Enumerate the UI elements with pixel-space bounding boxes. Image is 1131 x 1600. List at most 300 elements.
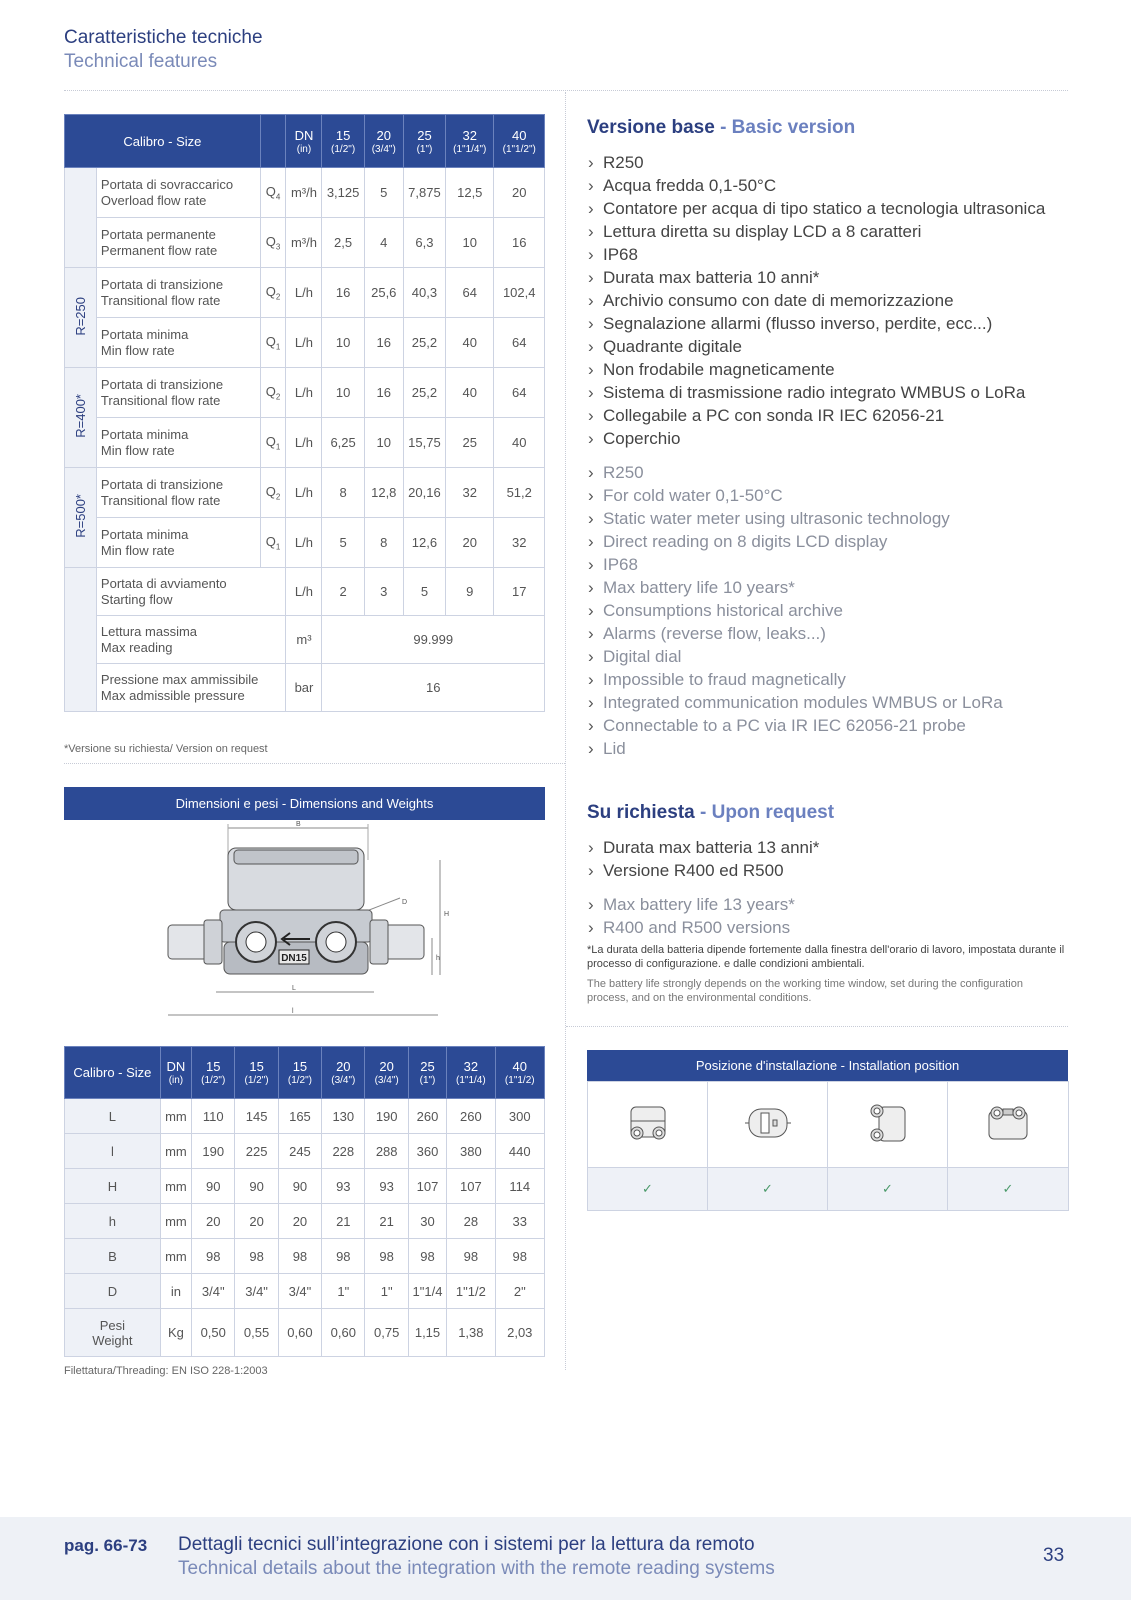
meter-drawing bbox=[64, 820, 545, 1047]
row-unit: m³/h bbox=[286, 168, 322, 218]
row-label bbox=[96, 468, 260, 518]
list-item: › R250 bbox=[587, 151, 1067, 174]
dims-row-value: 1,38 bbox=[447, 1309, 495, 1357]
dims-row-value: 98 bbox=[495, 1239, 544, 1274]
dims-row-value: 0,60 bbox=[322, 1309, 365, 1357]
row-label-en: Overload flow rate bbox=[100, 192, 207, 208]
row-label-it: Portata di avviamento bbox=[100, 575, 227, 591]
row-label-en: Starting flow bbox=[100, 591, 173, 607]
check-icon: ✓ bbox=[828, 1168, 948, 1211]
row-value: 9 bbox=[446, 568, 494, 616]
dims-row-value: 260 bbox=[408, 1099, 446, 1134]
row-label-en: Max reading bbox=[100, 639, 173, 655]
dims-row-value: 288 bbox=[365, 1134, 408, 1169]
row-value: 6,25 bbox=[322, 418, 364, 468]
row-value: 17 bbox=[494, 568, 545, 616]
row-value: 25,2 bbox=[403, 318, 445, 368]
row-label bbox=[96, 568, 286, 616]
dims-size-inch: (1"1/4) bbox=[456, 1075, 486, 1086]
dims-row-value: 110 bbox=[192, 1099, 235, 1134]
row-label-en: Transitional flow rate bbox=[100, 492, 221, 508]
dims-size-header bbox=[365, 1047, 408, 1099]
dims-row-label-text: l bbox=[110, 1143, 114, 1159]
size-dn: 40 bbox=[512, 127, 527, 143]
table-row bbox=[65, 368, 545, 418]
list-item: › Versione R400 ed R500 bbox=[587, 859, 1067, 882]
dims-size-inch: (3/4") bbox=[331, 1075, 356, 1086]
table-row bbox=[65, 1239, 545, 1274]
size-inch: (1"1/2") bbox=[502, 143, 536, 155]
dims-row-unit: mm bbox=[160, 1239, 191, 1274]
dn-label: DN bbox=[294, 127, 314, 143]
row-label-en: Transitional flow rate bbox=[100, 292, 221, 308]
dims-row-label-text: D bbox=[107, 1283, 118, 1299]
r-group-label bbox=[65, 268, 97, 368]
row-label-it: Portata minima bbox=[100, 326, 189, 342]
symbol-index: 2 bbox=[275, 392, 281, 402]
row-symbol bbox=[260, 218, 286, 268]
drawing-label-l-upper: L bbox=[292, 985, 296, 992]
group-blank bbox=[65, 568, 97, 712]
row-symbol bbox=[260, 268, 286, 318]
dims-row-value: 2" bbox=[495, 1274, 544, 1309]
dims-row-value: 28 bbox=[447, 1204, 495, 1239]
dn-unit: (in) bbox=[296, 143, 312, 155]
page-header bbox=[64, 27, 263, 73]
dims-size-header bbox=[408, 1047, 446, 1099]
dims-row-label bbox=[65, 1274, 161, 1309]
dims-size-header bbox=[235, 1047, 278, 1099]
table-row bbox=[65, 1274, 545, 1309]
battery-note-en: The battery life strongly depends on the working time window, set during the configuration process, and on the environmental conditions. bbox=[587, 978, 1023, 1004]
row-value: 2,5 bbox=[322, 218, 364, 268]
size-inch: (1/2") bbox=[331, 143, 356, 155]
row-unit: bar bbox=[286, 664, 322, 712]
dims-row-value: 1"1/4 bbox=[408, 1274, 446, 1309]
row-merged-value: 16 bbox=[322, 664, 545, 712]
row-label bbox=[96, 664, 286, 712]
drawing-label-d: D bbox=[402, 899, 408, 906]
r-group-label bbox=[65, 368, 97, 468]
row-value: 16 bbox=[494, 218, 545, 268]
dims-size-dn: 20 bbox=[379, 1059, 394, 1074]
r-group-text: R=400* bbox=[72, 394, 88, 438]
symbol-index: 2 bbox=[275, 492, 281, 502]
list-item: › For cold water 0,1-50°C bbox=[587, 484, 1067, 507]
size-inch: (1") bbox=[416, 143, 433, 155]
dims-size-header bbox=[322, 1047, 365, 1099]
row-label-it: Portata di transizione bbox=[100, 376, 224, 392]
row-unit: L/h bbox=[286, 518, 322, 568]
dims-row-value: 260 bbox=[447, 1099, 495, 1134]
table-row bbox=[65, 664, 545, 712]
size-header bbox=[446, 115, 494, 168]
row-label-en: Min flow rate bbox=[100, 342, 175, 358]
dims-size-dn: 25 bbox=[420, 1059, 435, 1074]
row-symbol bbox=[260, 168, 286, 218]
size-header bbox=[494, 115, 545, 168]
footer-text-it: Dettagli tecnici sull’integrazione con i sistemi per la lettura da remoto bbox=[178, 1534, 755, 1555]
row-value: 12,5 bbox=[446, 168, 494, 218]
size-header bbox=[364, 115, 403, 168]
dims-size-header bbox=[495, 1047, 544, 1099]
dims-size-header bbox=[447, 1047, 495, 1099]
dims-row-value: 0,50 bbox=[192, 1309, 235, 1357]
row-label bbox=[96, 616, 286, 664]
dims-size-dn: 20 bbox=[336, 1059, 351, 1074]
list-item: › Quadrante digitale bbox=[587, 335, 1067, 358]
row-label-it: Portata minima bbox=[100, 526, 189, 542]
row-value: 5 bbox=[364, 168, 403, 218]
installation-position-box bbox=[587, 1050, 1068, 1211]
check-icon: ✓ bbox=[948, 1168, 1069, 1211]
table-row bbox=[65, 1099, 545, 1134]
symbol-index: 1 bbox=[275, 442, 281, 452]
symbol-index: 3 bbox=[275, 242, 281, 252]
right-section-divider bbox=[566, 1026, 1068, 1027]
symbol-letter: Q bbox=[265, 183, 276, 199]
row-symbol bbox=[260, 518, 286, 568]
dims-row-label bbox=[65, 1239, 161, 1274]
footer-page-range: pag. 66-73 bbox=[64, 1536, 148, 1555]
symbol-letter: Q bbox=[265, 383, 276, 399]
basic-title-en: - Basic version bbox=[720, 117, 856, 138]
dims-row-value: 20 bbox=[192, 1204, 235, 1239]
dims-row-value: 98 bbox=[408, 1239, 446, 1274]
flow-spec-table bbox=[64, 114, 545, 712]
row-label bbox=[96, 518, 260, 568]
basic-version-title bbox=[587, 117, 1067, 139]
list-item: › Lettura diretta su display LCD a 8 caratteri bbox=[587, 220, 1067, 243]
dims-row-value: 98 bbox=[322, 1239, 365, 1274]
list-item: › Segnalazione allarmi (flusso inverso, perdite, ecc...) bbox=[587, 312, 1067, 335]
row-value: 12,6 bbox=[403, 518, 445, 568]
dims-row-value: 440 bbox=[495, 1134, 544, 1169]
row-label-en: Max admissible pressure bbox=[100, 687, 245, 703]
dn-header bbox=[286, 115, 322, 168]
row-label bbox=[96, 268, 260, 318]
table-row bbox=[65, 616, 545, 664]
table-row bbox=[65, 318, 545, 368]
r-group-label bbox=[65, 468, 97, 568]
list-item: › IP68 bbox=[587, 553, 1067, 576]
list-item: › Digital dial bbox=[587, 645, 1067, 668]
column-divider bbox=[565, 92, 566, 1370]
row-value: 40 bbox=[494, 418, 545, 468]
drawing-label-b: B bbox=[296, 821, 301, 828]
basic-features-it bbox=[587, 151, 1067, 450]
dims-size-dn: 40 bbox=[512, 1059, 527, 1074]
dims-row-value: 165 bbox=[278, 1099, 321, 1134]
list-item: › Static water meter using ultrasonic technology bbox=[587, 507, 1067, 530]
request-title-en: - Upon request bbox=[700, 802, 835, 823]
row-value: 51,2 bbox=[494, 468, 545, 518]
dims-row-value: 93 bbox=[365, 1169, 408, 1204]
list-item: › Acqua fredda 0,1-50°C bbox=[587, 174, 1067, 197]
row-label-it: Portata permanente bbox=[100, 226, 216, 242]
symbol-index: 4 bbox=[275, 192, 281, 202]
dims-row-value: 107 bbox=[447, 1169, 495, 1204]
position-top-icon bbox=[948, 1082, 1069, 1168]
dims-row-value: 0,60 bbox=[278, 1309, 321, 1357]
r-group-text: R=250 bbox=[72, 296, 88, 336]
list-item: › Connectable to a PC via IR IEC 62056-21 probe bbox=[587, 714, 1067, 737]
dims-row-value: 0,75 bbox=[365, 1309, 408, 1357]
list-item: › Alarms (reverse flow, leaks...) bbox=[587, 622, 1067, 645]
table-row bbox=[65, 1204, 545, 1239]
row-value: 3,125 bbox=[322, 168, 364, 218]
dims-row-value: 90 bbox=[278, 1169, 321, 1204]
row-label bbox=[96, 368, 260, 418]
row-label-en: Transitional flow rate bbox=[100, 392, 221, 408]
row-value: 64 bbox=[446, 268, 494, 318]
battery-note-it: *La durata della batteria dipende fortemente dalla finestra dell'orario di lavoro, impostata durante il processo di configurazione. e dalle condizioni ambientali. bbox=[587, 944, 1065, 970]
dimensions-table bbox=[64, 1046, 545, 1357]
dims-dn-label: DN bbox=[166, 1059, 186, 1074]
dims-row-value: 1"1/2 bbox=[447, 1274, 495, 1309]
list-item: › Sistema di trasmissione radio integrato WMBUS o LoRa bbox=[587, 381, 1067, 404]
basic-title-it: Versione base bbox=[587, 117, 715, 138]
dims-row-value: 0,55 bbox=[235, 1309, 278, 1357]
header-title-it: Caratteristiche tecniche bbox=[64, 27, 263, 48]
dims-row-value: 300 bbox=[495, 1099, 544, 1134]
row-value: 3 bbox=[364, 568, 403, 616]
list-item: › Non frodabile magneticamente bbox=[587, 358, 1067, 381]
table-row bbox=[65, 418, 545, 468]
size-header bbox=[403, 115, 445, 168]
dims-row-value: 98 bbox=[278, 1239, 321, 1274]
dims-row-value: 2,03 bbox=[495, 1309, 544, 1357]
dims-row-label bbox=[65, 1309, 161, 1357]
dims-size-inch: (3/4") bbox=[374, 1075, 399, 1086]
row-value: 6,3 bbox=[403, 218, 445, 268]
dims-row-value: 228 bbox=[322, 1134, 365, 1169]
dims-row-unit: mm bbox=[160, 1169, 191, 1204]
drawing-dn-label: DN15 bbox=[281, 953, 307, 964]
dims-row-value: 21 bbox=[365, 1204, 408, 1239]
footer-text-en: Technical details about the integration with the remote reading systems bbox=[178, 1558, 775, 1579]
list-item: › Durata max batteria 10 anni* bbox=[587, 266, 1067, 289]
dims-size-dn: 15 bbox=[205, 1059, 221, 1074]
list-item: › R250 bbox=[587, 461, 1067, 484]
dims-row-value: 3/4" bbox=[192, 1274, 235, 1309]
row-value: 25,2 bbox=[403, 368, 445, 418]
dims-row-label-text: Pesi bbox=[99, 1317, 126, 1333]
dims-row-value: 98 bbox=[447, 1239, 495, 1274]
size-header bbox=[322, 115, 364, 168]
dims-row-value: 21 bbox=[322, 1204, 365, 1239]
row-label-en: Min flow rate bbox=[100, 542, 175, 558]
row-symbol bbox=[260, 368, 286, 418]
dims-row-value: 107 bbox=[408, 1169, 446, 1204]
row-value: 10 bbox=[322, 318, 364, 368]
row-label-it: Portata di sovraccarico bbox=[100, 176, 234, 192]
dimensions-title: Dimensioni e pesi - Dimensions and Weights bbox=[64, 787, 545, 820]
page-footer bbox=[0, 1517, 1131, 1600]
threading-note: Filettatura/Threading: EN ISO 228-1:2003 bbox=[64, 1365, 268, 1377]
size-dn: 32 bbox=[462, 127, 477, 143]
row-value: 32 bbox=[494, 518, 545, 568]
dims-row-value: 1" bbox=[322, 1274, 365, 1309]
dims-row-value: 360 bbox=[408, 1134, 446, 1169]
row-label-it: Portata di transizione bbox=[100, 476, 224, 492]
basic-features-en bbox=[587, 461, 1067, 760]
row-value: 16 bbox=[364, 318, 403, 368]
row-symbol bbox=[260, 468, 286, 518]
symbol-letter: Q bbox=[265, 283, 276, 299]
dims-row-value: 98 bbox=[235, 1239, 278, 1274]
dims-row-value: 3/4" bbox=[278, 1274, 321, 1309]
dims-row-label-text: L bbox=[108, 1108, 117, 1124]
row-label bbox=[96, 218, 260, 268]
position-vertical-icon bbox=[828, 1082, 948, 1168]
row-value: 16 bbox=[364, 368, 403, 418]
size-dn: 25 bbox=[417, 127, 432, 143]
symbol-letter: Q bbox=[265, 333, 276, 349]
r-group-text: R=500* bbox=[72, 494, 88, 538]
row-symbol bbox=[260, 318, 286, 368]
dims-row-value: 245 bbox=[278, 1134, 321, 1169]
dims-size-inch: (1/2") bbox=[201, 1075, 226, 1086]
row-value: 20 bbox=[446, 518, 494, 568]
size-inch: (1"1/4") bbox=[453, 143, 487, 155]
symbol-index: 2 bbox=[275, 292, 281, 302]
table-row bbox=[65, 518, 545, 568]
dims-row-unit: mm bbox=[160, 1099, 191, 1134]
request-title-it: Su richiesta bbox=[587, 802, 695, 823]
row-label-it: Pressione max ammissibile bbox=[100, 671, 259, 687]
dims-row-value: 98 bbox=[192, 1239, 235, 1274]
dims-row-value: 20 bbox=[235, 1204, 278, 1239]
row-value: 8 bbox=[364, 518, 403, 568]
list-item: › Archivio consumo con date di memorizzazione bbox=[587, 289, 1067, 312]
list-item: › Max battery life 13 years* bbox=[587, 893, 1067, 916]
dims-row-value: 190 bbox=[365, 1099, 408, 1134]
dims-row-value: 20 bbox=[278, 1204, 321, 1239]
dims-row-value: 130 bbox=[322, 1099, 365, 1134]
table-row bbox=[65, 468, 545, 518]
row-value: 20 bbox=[494, 168, 545, 218]
left-section-divider bbox=[64, 763, 565, 764]
row-value: 10 bbox=[364, 418, 403, 468]
dims-row-label-text: H bbox=[107, 1178, 118, 1194]
list-item: › Direct reading on 8 digits LCD display bbox=[587, 530, 1067, 553]
dims-row-label bbox=[65, 1204, 161, 1239]
dims-row-label-text: B bbox=[108, 1248, 117, 1264]
dims-size-dn: 15 bbox=[249, 1059, 264, 1074]
table-row bbox=[65, 268, 545, 318]
row-value: 25 bbox=[446, 418, 494, 468]
list-item: › Integrated communication modules WMBUS or LoRa bbox=[587, 691, 1067, 714]
row-symbol bbox=[260, 418, 286, 468]
header-divider bbox=[64, 90, 1068, 91]
dims-row-label-text2: Weight bbox=[92, 1332, 133, 1348]
upon-request-section bbox=[587, 802, 1067, 1005]
request-features-en bbox=[587, 893, 1067, 939]
list-item: › IP68 bbox=[587, 243, 1067, 266]
dims-row-label bbox=[65, 1169, 161, 1204]
row-value: 40,3 bbox=[403, 268, 445, 318]
dims-size-header bbox=[278, 1047, 321, 1099]
row-unit: L/h bbox=[286, 268, 322, 318]
installation-position-title: Posizione d'installazione - Installation position bbox=[587, 1050, 1068, 1081]
header-title-en: Technical features bbox=[64, 51, 218, 72]
dims-row-value: 1,15 bbox=[408, 1309, 446, 1357]
row-value: 5 bbox=[403, 568, 445, 616]
row-unit: L/h bbox=[286, 568, 322, 616]
dims-row-label-text: h bbox=[108, 1213, 117, 1229]
dims-row-unit: mm bbox=[160, 1204, 191, 1239]
row-label-en: Min flow rate bbox=[100, 442, 175, 458]
calibro-header: Calibro - Size bbox=[65, 115, 261, 168]
dims-size-inch: (1/2") bbox=[287, 1075, 312, 1086]
symbol-index: 1 bbox=[275, 342, 281, 352]
header-blank bbox=[260, 115, 286, 168]
dims-size-inch: (1") bbox=[419, 1075, 436, 1086]
dims-row-unit: mm bbox=[160, 1134, 191, 1169]
check-icon: ✓ bbox=[708, 1168, 828, 1211]
row-merged-value: 99.999 bbox=[322, 616, 545, 664]
installation-position-grid bbox=[587, 1081, 1069, 1211]
dims-row-label bbox=[65, 1134, 161, 1169]
drawing-label-l-lower: l bbox=[292, 1008, 294, 1015]
row-value: 8 bbox=[322, 468, 364, 518]
check-icon: ✓ bbox=[588, 1168, 708, 1211]
dims-row-value: 30 bbox=[408, 1204, 446, 1239]
basic-version-section bbox=[587, 117, 1067, 760]
dims-dn-header bbox=[160, 1047, 191, 1099]
dims-row-value: 33 bbox=[495, 1204, 544, 1239]
dims-size-dn: 15 bbox=[292, 1059, 308, 1074]
group-blank bbox=[65, 168, 97, 268]
dims-row-value: 90 bbox=[235, 1169, 278, 1204]
page-number: 33 bbox=[1043, 1545, 1065, 1566]
row-value: 15,75 bbox=[403, 418, 445, 468]
row-value: 25,6 bbox=[364, 268, 403, 318]
list-item: › Coperchio bbox=[587, 427, 1067, 450]
list-item: › R400 and R500 versions bbox=[587, 916, 1067, 939]
row-value: 64 bbox=[494, 318, 545, 368]
row-value: 4 bbox=[364, 218, 403, 268]
size-dn: 15 bbox=[335, 127, 351, 143]
row-value: 32 bbox=[446, 468, 494, 518]
table-row bbox=[65, 568, 545, 616]
dims-row-value: 93 bbox=[322, 1169, 365, 1204]
dims-row-label bbox=[65, 1099, 161, 1134]
row-value: 10 bbox=[322, 368, 364, 418]
table-row bbox=[65, 1134, 545, 1169]
upon-request-title bbox=[587, 802, 1067, 824]
size-dn: 20 bbox=[376, 127, 391, 143]
symbol-letter: Q bbox=[265, 433, 276, 449]
dims-row-value: 190 bbox=[192, 1134, 235, 1169]
size-inch: (3/4") bbox=[371, 143, 396, 155]
row-label-en: Permanent flow rate bbox=[100, 242, 218, 258]
row-value: 16 bbox=[322, 268, 364, 318]
row-unit: L/h bbox=[286, 318, 322, 368]
list-item: › Max battery life 10 years* bbox=[587, 576, 1067, 599]
row-label-it: Lettura massima bbox=[100, 623, 198, 639]
row-value: 10 bbox=[446, 218, 494, 268]
row-value: 40 bbox=[446, 318, 494, 368]
table-row bbox=[65, 168, 545, 218]
list-item: › Impossible to fraud magnetically bbox=[587, 668, 1067, 691]
request-features-it bbox=[587, 836, 1067, 882]
dims-row-value: 98 bbox=[365, 1239, 408, 1274]
row-unit: m³ bbox=[286, 616, 322, 664]
row-unit: m³/h bbox=[286, 218, 322, 268]
dims-calibro-header: Calibro - Size bbox=[65, 1047, 161, 1099]
